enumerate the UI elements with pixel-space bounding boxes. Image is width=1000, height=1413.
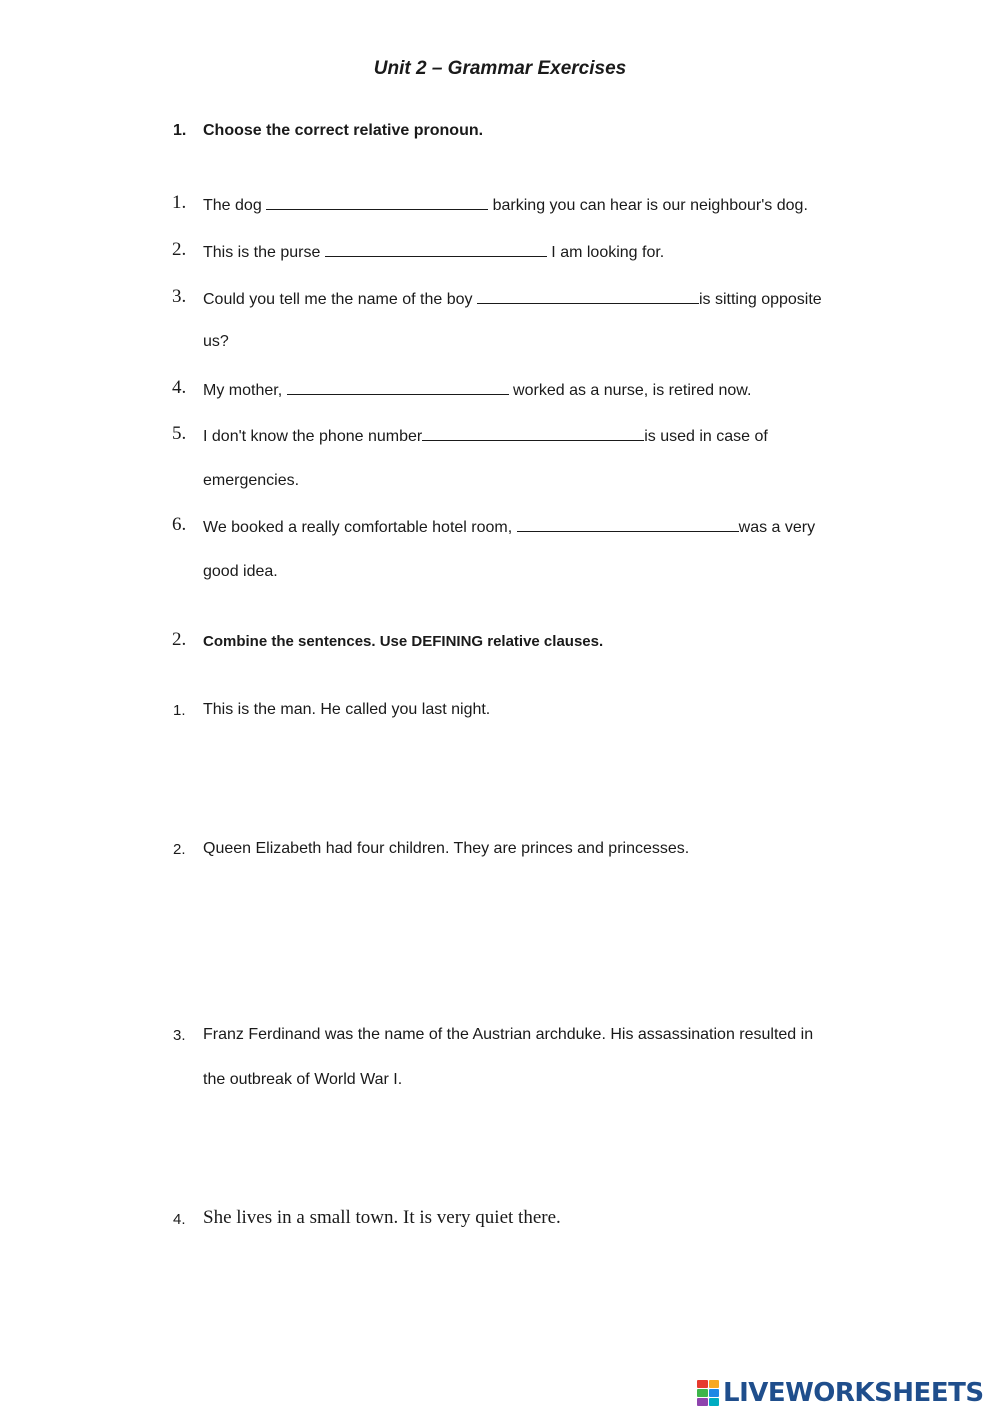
exercise-line: [203, 195, 808, 215]
exercise-number: 2.: [172, 239, 187, 260]
exercise-line: Queen Elizabeth had four children. They are princes and princesses.: [203, 840, 690, 857]
exercise-line: She lives in a small town. It is very quiet there.: [203, 1207, 561, 1228]
exercise-number: 4.: [172, 377, 187, 398]
answer-blank[interactable]: [287, 380, 509, 395]
answer-blank[interactable]: [325, 242, 547, 257]
section-2-heading: Combine the sentences. Use DEFINING relative clauses.: [203, 633, 604, 650]
exercise-number: 1.: [173, 702, 186, 719]
sentence-end: was a very: [738, 519, 816, 536]
answer-blank[interactable]: [517, 517, 739, 532]
liveworksheets-logo: [697, 1378, 984, 1408]
answer-blank[interactable]: [266, 195, 488, 210]
exercise-number: 3.: [173, 1027, 186, 1044]
section-1-heading: Choose the correct relative pronoun.: [203, 122, 484, 139]
exercise-line-continued: the outbreak of World War I.: [203, 1071, 403, 1088]
exercise-number: 2.: [173, 841, 186, 858]
exercise-line-continued: us?: [203, 333, 229, 350]
exercise-line: This is the man. He called you last night.: [203, 701, 491, 718]
sentence-end: I am looking for.: [551, 244, 665, 261]
exercise-number: 6.: [172, 514, 187, 535]
exercise-line-continued: good idea.: [203, 563, 278, 580]
sentence-start: We booked a really comfortable hotel room,: [203, 519, 513, 536]
sentence-start: My mother,: [203, 382, 283, 399]
exercise-line: [203, 426, 768, 446]
exercise-number: 5.: [172, 423, 187, 444]
sentence-end: barking you can hear is our neighbour's dog.: [492, 197, 808, 214]
liveworksheets-logo-text: LIVEWORKSHEETS: [723, 1378, 984, 1408]
exercise-number: 4.: [173, 1211, 186, 1228]
exercise-line: [203, 289, 822, 309]
sentence-start: The dog: [203, 197, 262, 214]
sentence-start: I don't know the phone number: [203, 428, 423, 445]
sentence-end: is used in case of: [644, 428, 768, 445]
exercise-line: [203, 380, 751, 400]
exercise-line: Franz Ferdinand was the name of the Austrian archduke. His assassination resulted in: [203, 1026, 814, 1043]
exercise-line-continued: emergencies.: [203, 472, 300, 489]
answer-blank[interactable]: [477, 289, 699, 304]
section-1-number: 1.: [173, 122, 187, 139]
exercise-line: [203, 517, 815, 537]
exercise-number: 1.: [172, 192, 187, 213]
exercise-number: 3.: [172, 286, 187, 307]
liveworksheets-logo-icon: [697, 1380, 719, 1406]
sentence-end: is sitting opposite: [698, 291, 822, 308]
section-2-number: 2.: [172, 629, 187, 650]
answer-blank[interactable]: [422, 426, 644, 441]
sentence-end: worked as a nurse, is retired now.: [513, 382, 752, 399]
page-title: Unit 2 – Grammar Exercises: [373, 58, 627, 79]
sentence-start: Could you tell me the name of the boy: [203, 291, 473, 308]
sentence-start: This is the purse: [203, 244, 321, 261]
exercise-line: [203, 242, 664, 262]
